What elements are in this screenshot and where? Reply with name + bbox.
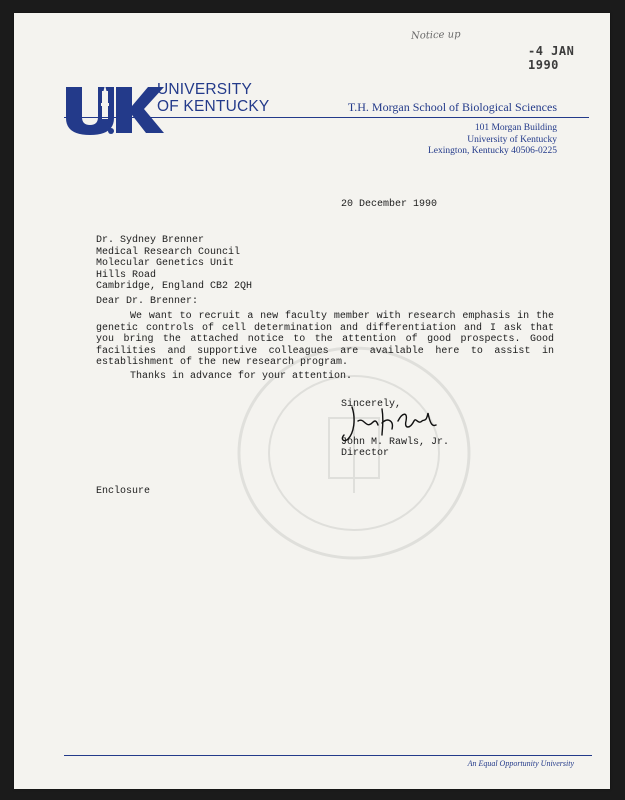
university-line-2: OF KENTUCKY [157,98,270,115]
address-line-2: University of Kentucky [467,134,557,145]
letter-body: We want to recruit a new faculty member with research emphasis in the genetic controls of cell determination and differentiation and I ask that you bring the attached notice to the attention of good prospects. Good facilities and supportive colleagues are available here to assist in establishment of the new research program. [96,311,554,369]
school-name: T.H. Morgan School of Biological Sciences [347,100,557,114]
recipient-address [96,235,252,293]
school-address [428,123,557,158]
recipient-line-1: Dr. Sydney Brenner [96,235,205,246]
uk-logo [64,85,164,135]
university-name [157,81,269,115]
footer-tagline: An Equal Opportunity University [467,759,574,768]
received-date-stamp: -4 JAN 1990 [528,44,575,72]
letterhead-rule [64,117,589,118]
closing: Sincerely, [341,399,402,410]
address-line-1: 101 Morgan Building [474,123,557,133]
signature-text: John Rawls [238,299,243,300]
salutation: Dear Dr. Brenner: [96,296,199,307]
footer-rule [64,755,592,756]
enclosure-note: Enclosure [96,486,151,497]
letter-date: 20 December 1990 [341,199,438,210]
signer-title: Director [341,448,390,459]
letter-page [14,13,610,789]
handwritten-note: Notice up [410,29,461,42]
signer-name: John M. Rawls, Jr. [341,437,450,448]
recipient-line-4: Hills Road [96,269,157,281]
recipient-line-3: Molecular Genetics Unit [96,258,235,270]
address-line-3: Lexington, Kentucky 40506-0225 [427,146,557,156]
recipient-line-5: Cambridge, England CB2 2QH [96,281,253,293]
university-line-1: UNIVERSITY [157,81,253,98]
recipient-line-2: Medical Research Council [96,246,241,258]
thanks-line: Thanks in advance for your attention. [130,371,353,382]
